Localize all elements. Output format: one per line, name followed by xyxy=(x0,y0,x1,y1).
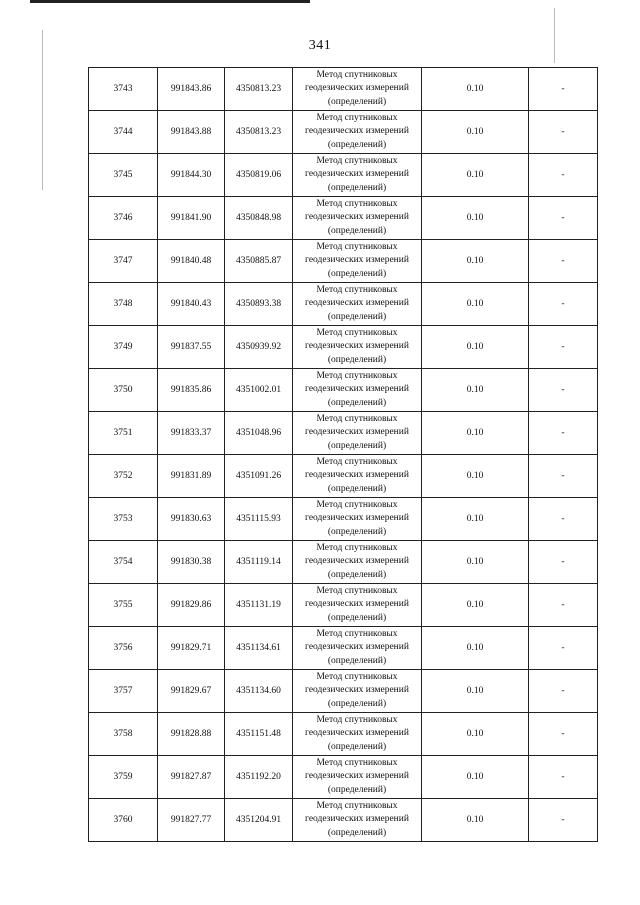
y-coordinate-cell: 4351134.61 xyxy=(225,627,293,670)
point-number-cell: 3759 xyxy=(89,756,158,799)
method-line: Метод спутниковых xyxy=(316,112,398,123)
method-line: Метод спутниковых xyxy=(316,284,398,295)
table-row xyxy=(89,627,598,670)
coordinates-table-body xyxy=(89,68,598,842)
method-line: геодезических измерений xyxy=(305,771,409,782)
x-coordinate-cell: 991844.30 xyxy=(158,154,225,197)
table-row xyxy=(89,283,598,326)
method-line: геодезических измерений xyxy=(305,126,409,137)
accuracy-cell: 0.10 xyxy=(422,326,529,369)
method-cell xyxy=(293,326,422,369)
y-coordinate-cell: 4350813.23 xyxy=(225,111,293,154)
method-line: (определений) xyxy=(327,784,387,795)
method-line: (определений) xyxy=(327,139,387,150)
y-coordinate-cell: 4350893.38 xyxy=(225,283,293,326)
method-cell xyxy=(293,455,422,498)
method-line: (определений) xyxy=(327,655,387,666)
description-cell: - xyxy=(529,584,598,627)
scan-top-rule xyxy=(30,0,310,3)
method-line: геодезических измерений xyxy=(305,255,409,266)
method-line: Метод спутниковых xyxy=(316,499,398,510)
point-number-cell: 3754 xyxy=(89,541,158,584)
x-coordinate-cell: 991840.48 xyxy=(158,240,225,283)
point-number-cell: 3750 xyxy=(89,369,158,412)
y-coordinate-cell: 4350813.23 xyxy=(225,68,293,111)
method-line: геодезических измерений xyxy=(305,384,409,395)
method-line: (определений) xyxy=(327,827,387,838)
description-cell: - xyxy=(529,541,598,584)
point-number-cell: 3749 xyxy=(89,326,158,369)
point-number-cell: 3758 xyxy=(89,713,158,756)
table-row xyxy=(89,68,598,111)
table-row xyxy=(89,584,598,627)
method-cell xyxy=(293,627,422,670)
description-cell: - xyxy=(529,369,598,412)
accuracy-cell: 0.10 xyxy=(422,154,529,197)
method-line: геодезических измерений xyxy=(305,513,409,524)
y-coordinate-cell: 4350885.87 xyxy=(225,240,293,283)
method-cell xyxy=(293,412,422,455)
table-row xyxy=(89,799,598,842)
description-cell: - xyxy=(529,756,598,799)
method-line: (определений) xyxy=(327,397,387,408)
method-line: (определений) xyxy=(327,612,387,623)
method-line: геодезических измерений xyxy=(305,169,409,180)
method-line: Метод спутниковых xyxy=(316,241,398,252)
method-line: (определений) xyxy=(327,268,387,279)
method-line: геодезических измерений xyxy=(305,599,409,610)
x-coordinate-cell: 991843.88 xyxy=(158,111,225,154)
method-line: (определений) xyxy=(327,741,387,752)
table-row xyxy=(89,455,598,498)
accuracy-cell: 0.10 xyxy=(422,197,529,240)
description-cell: - xyxy=(529,111,598,154)
method-cell xyxy=(293,283,422,326)
accuracy-cell: 0.10 xyxy=(422,240,529,283)
point-number-cell: 3748 xyxy=(89,283,158,326)
method-cell xyxy=(293,713,422,756)
x-coordinate-cell: 991843.86 xyxy=(158,68,225,111)
description-cell: - xyxy=(529,799,598,842)
description-cell: - xyxy=(529,412,598,455)
point-number-cell: 3745 xyxy=(89,154,158,197)
x-coordinate-cell: 991830.63 xyxy=(158,498,225,541)
page-number: 341 xyxy=(308,38,332,53)
accuracy-cell: 0.10 xyxy=(422,541,529,584)
point-number-cell: 3755 xyxy=(89,584,158,627)
accuracy-cell: 0.10 xyxy=(422,756,529,799)
x-coordinate-cell: 991833.37 xyxy=(158,412,225,455)
method-line: геодезических измерений xyxy=(305,341,409,352)
y-coordinate-cell: 4351002.01 xyxy=(225,369,293,412)
method-cell xyxy=(293,240,422,283)
table-row xyxy=(89,111,598,154)
method-line: геодезических измерений xyxy=(305,212,409,223)
method-line: геодезических измерений xyxy=(305,556,409,567)
point-number-cell: 3744 xyxy=(89,111,158,154)
method-line: (определений) xyxy=(327,698,387,709)
method-cell xyxy=(293,756,422,799)
description-cell: - xyxy=(529,627,598,670)
x-coordinate-cell: 991827.87 xyxy=(158,756,225,799)
method-line: геодезических измерений xyxy=(305,83,409,94)
method-line: (определений) xyxy=(327,483,387,494)
point-number-cell: 3760 xyxy=(89,799,158,842)
method-cell xyxy=(293,154,422,197)
point-number-cell: 3756 xyxy=(89,627,158,670)
y-coordinate-cell: 4351151.48 xyxy=(225,713,293,756)
accuracy-cell: 0.10 xyxy=(422,412,529,455)
accuracy-cell: 0.10 xyxy=(422,627,529,670)
table-row xyxy=(89,197,598,240)
accuracy-cell: 0.10 xyxy=(422,713,529,756)
description-cell: - xyxy=(529,68,598,111)
table-row xyxy=(89,498,598,541)
point-number-cell: 3752 xyxy=(89,455,158,498)
method-line: Метод спутниковых xyxy=(316,155,398,166)
method-cell xyxy=(293,498,422,541)
method-line: геодезических измерений xyxy=(305,728,409,739)
accuracy-cell: 0.10 xyxy=(422,111,529,154)
y-coordinate-cell: 4350939.92 xyxy=(225,326,293,369)
scan-margin-line-left xyxy=(42,30,43,190)
table-row xyxy=(89,756,598,799)
accuracy-cell: 0.10 xyxy=(422,584,529,627)
table-row xyxy=(89,541,598,584)
description-cell: - xyxy=(529,154,598,197)
y-coordinate-cell: 4350848.98 xyxy=(225,197,293,240)
method-line: Метод спутниковых xyxy=(316,757,398,768)
method-line: (определений) xyxy=(327,526,387,537)
table-row xyxy=(89,326,598,369)
accuracy-cell: 0.10 xyxy=(422,670,529,713)
y-coordinate-cell: 4351204.91 xyxy=(225,799,293,842)
point-number-cell: 3753 xyxy=(89,498,158,541)
table-row xyxy=(89,240,598,283)
method-cell xyxy=(293,541,422,584)
x-coordinate-cell: 991827.77 xyxy=(158,799,225,842)
point-number-cell: 3747 xyxy=(89,240,158,283)
description-cell: - xyxy=(529,713,598,756)
coordinates-table xyxy=(88,67,598,842)
method-line: Метод спутниковых xyxy=(316,542,398,553)
point-number-cell: 3746 xyxy=(89,197,158,240)
accuracy-cell: 0.10 xyxy=(422,799,529,842)
method-cell xyxy=(293,670,422,713)
method-cell xyxy=(293,197,422,240)
description-cell: - xyxy=(529,283,598,326)
x-coordinate-cell: 991829.67 xyxy=(158,670,225,713)
description-cell: - xyxy=(529,240,598,283)
method-line: Метод спутниковых xyxy=(316,585,398,596)
method-line: (определений) xyxy=(327,354,387,365)
point-number-cell: 3751 xyxy=(89,412,158,455)
method-cell xyxy=(293,68,422,111)
accuracy-cell: 0.10 xyxy=(422,455,529,498)
method-line: Метод спутниковых xyxy=(316,456,398,467)
y-coordinate-cell: 4351115.93 xyxy=(225,498,293,541)
x-coordinate-cell: 991840.43 xyxy=(158,283,225,326)
method-line: геодезических измерений xyxy=(305,470,409,481)
x-coordinate-cell: 991830.38 xyxy=(158,541,225,584)
method-line: геодезических измерений xyxy=(305,814,409,825)
y-coordinate-cell: 4350819.06 xyxy=(225,154,293,197)
method-line: геодезических измерений xyxy=(305,298,409,309)
description-cell: - xyxy=(529,455,598,498)
accuracy-cell: 0.10 xyxy=(422,498,529,541)
description-cell: - xyxy=(529,326,598,369)
method-cell xyxy=(293,369,422,412)
x-coordinate-cell: 991835.86 xyxy=(158,369,225,412)
y-coordinate-cell: 4351119.14 xyxy=(225,541,293,584)
table-row xyxy=(89,412,598,455)
method-line: Метод спутниковых xyxy=(316,800,398,811)
accuracy-cell: 0.10 xyxy=(422,283,529,326)
method-line: Метод спутниковых xyxy=(316,413,398,424)
method-cell xyxy=(293,584,422,627)
method-line: геодезических измерений xyxy=(305,642,409,653)
description-cell: - xyxy=(529,670,598,713)
method-line: Метод спутниковых xyxy=(316,671,398,682)
y-coordinate-cell: 4351091.26 xyxy=(225,455,293,498)
x-coordinate-cell: 991829.86 xyxy=(158,584,225,627)
x-coordinate-cell: 991841.90 xyxy=(158,197,225,240)
method-line: (определений) xyxy=(327,440,387,451)
y-coordinate-cell: 4351134.60 xyxy=(225,670,293,713)
method-line: Метод спутниковых xyxy=(316,69,398,80)
description-cell: - xyxy=(529,498,598,541)
x-coordinate-cell: 991828.88 xyxy=(158,713,225,756)
method-line: геодезических измерений xyxy=(305,427,409,438)
accuracy-cell: 0.10 xyxy=(422,369,529,412)
scan-margin-line-right xyxy=(554,8,555,63)
table-row xyxy=(89,369,598,412)
method-line: (определений) xyxy=(327,225,387,236)
y-coordinate-cell: 4351131.19 xyxy=(225,584,293,627)
method-cell xyxy=(293,111,422,154)
x-coordinate-cell: 991837.55 xyxy=(158,326,225,369)
method-line: Метод спутниковых xyxy=(316,198,398,209)
method-line: геодезических измерений xyxy=(305,685,409,696)
table-row xyxy=(89,670,598,713)
table-row xyxy=(89,154,598,197)
x-coordinate-cell: 991829.71 xyxy=(158,627,225,670)
point-number-cell: 3757 xyxy=(89,670,158,713)
method-line: Метод спутниковых xyxy=(316,327,398,338)
method-line: Метод спутниковых xyxy=(316,628,398,639)
y-coordinate-cell: 4351048.96 xyxy=(225,412,293,455)
method-line: (определений) xyxy=(327,569,387,580)
method-line: (определений) xyxy=(327,311,387,322)
point-number-cell: 3743 xyxy=(89,68,158,111)
method-cell xyxy=(293,799,422,842)
x-coordinate-cell: 991831.89 xyxy=(158,455,225,498)
method-line: Метод спутниковых xyxy=(316,370,398,381)
table-row xyxy=(89,713,598,756)
accuracy-cell: 0.10 xyxy=(422,68,529,111)
y-coordinate-cell: 4351192.20 xyxy=(225,756,293,799)
method-line: (определений) xyxy=(327,182,387,193)
method-line: Метод спутниковых xyxy=(316,714,398,725)
method-line: (определений) xyxy=(327,96,387,107)
description-cell: - xyxy=(529,197,598,240)
